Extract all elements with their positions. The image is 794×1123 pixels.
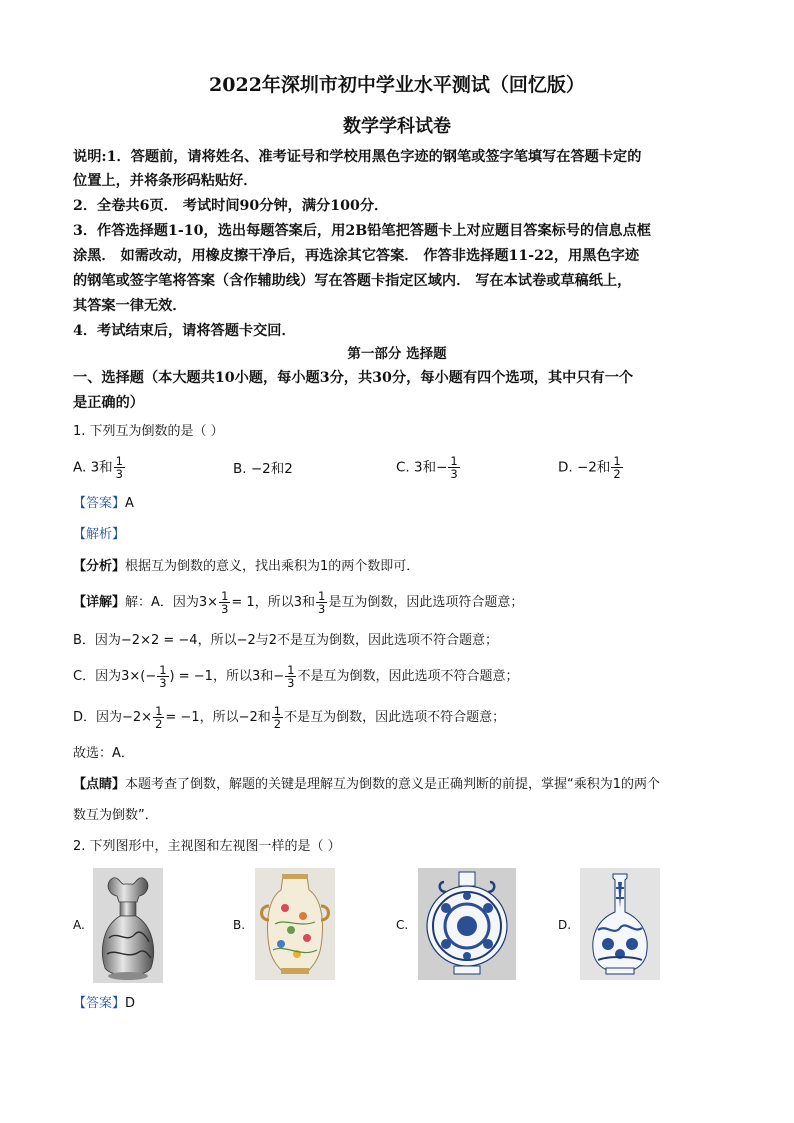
fraction bbox=[285, 664, 296, 689]
text: 是互为倒数，因此选项符合题意； bbox=[328, 595, 524, 610]
instruction-line: 的钢笔或签字笔将答案（含作辅助线）写在答题卡指定区域内． 写在本试卷或草稿纸上， bbox=[73, 273, 632, 289]
instruction-line: 其答案一律无效． bbox=[73, 298, 187, 314]
denominator: 3 bbox=[159, 676, 167, 690]
xiangjie-line-b: B．因为−2×2 = −4，所以−2与2不是互为倒数，因此选项不符合题意； bbox=[73, 633, 499, 648]
text: 不是互为倒数，因此选项不符合题意； bbox=[284, 710, 506, 725]
conclusion-line: 故选：A． bbox=[73, 746, 134, 761]
option-c bbox=[396, 455, 461, 480]
analysis-tag: 【解析】 bbox=[73, 527, 126, 542]
text: = −1，所以−2和 bbox=[165, 710, 271, 725]
vase-image-a bbox=[93, 868, 163, 983]
page-title: 2022年深圳市初中学业水平测试（回忆版） bbox=[209, 74, 585, 96]
section-heading: 是正确的） bbox=[73, 395, 144, 411]
instruction-line: 4．考试结束后，请将答题卡交回． bbox=[73, 323, 296, 339]
fraction bbox=[219, 590, 230, 615]
fenxi-text: 根据互为倒数的意义，找出乘积为1的两个数即可． bbox=[125, 559, 420, 574]
dianjing-tag: 【点睛】 bbox=[73, 777, 126, 792]
fraction bbox=[448, 455, 459, 480]
option-d bbox=[558, 455, 624, 480]
fraction bbox=[316, 590, 327, 615]
xiangjie-line-d bbox=[73, 705, 505, 730]
denominator: 3 bbox=[450, 467, 458, 481]
denominator: 3 bbox=[287, 676, 295, 690]
xiangjie-line-c bbox=[73, 664, 518, 689]
denominator: 3 bbox=[221, 602, 229, 616]
text: ) = −1，所以3和− bbox=[169, 669, 285, 684]
text: = 1，所以3和 bbox=[231, 595, 315, 610]
option-text: A. 3和 bbox=[73, 459, 113, 476]
page-subtitle: 数学学科试卷 bbox=[343, 116, 451, 137]
denominator: 3 bbox=[317, 602, 326, 616]
option-a bbox=[73, 455, 126, 480]
vase-image-b bbox=[255, 868, 335, 980]
numerator: 1 bbox=[159, 663, 167, 677]
fraction bbox=[157, 664, 168, 689]
numerator: 1 bbox=[317, 589, 326, 603]
vase-image-d bbox=[580, 868, 660, 980]
text: 不是互为倒数，因此选项不符合题意； bbox=[297, 669, 519, 684]
fraction bbox=[153, 705, 164, 730]
vase-image-c bbox=[418, 868, 516, 980]
numerator: 1 bbox=[273, 704, 282, 718]
figure-label-b: B. bbox=[233, 918, 246, 932]
numerator: 1 bbox=[613, 454, 621, 468]
denominator: 2 bbox=[155, 717, 163, 731]
option-text: C. 3和− bbox=[396, 459, 448, 476]
xiangjie-tag: 【详解】 bbox=[73, 595, 126, 610]
numerator: 1 bbox=[221, 589, 229, 603]
fenxi-line bbox=[73, 557, 419, 577]
xiangjie-line-a bbox=[73, 590, 523, 615]
answer-value: D bbox=[125, 996, 136, 1011]
option-b: B. −2和2 bbox=[233, 461, 293, 477]
figure-label-d: D. bbox=[558, 918, 572, 932]
dianjing-line: 数互为倒数”． bbox=[73, 808, 158, 823]
numerator: 1 bbox=[155, 704, 163, 718]
question-stem: 2. 下列图形中，主视图和左视图一样的是（ ） bbox=[73, 839, 341, 854]
fraction bbox=[611, 455, 622, 480]
fraction bbox=[272, 705, 283, 730]
figure-label-a: A. bbox=[73, 918, 85, 932]
answer-tag: 【答案】 bbox=[73, 996, 126, 1011]
text: 解：A．因为3× bbox=[125, 595, 219, 610]
denominator: 3 bbox=[115, 467, 123, 481]
section-heading: 一、选择题（本大题共10小题，每小题3分，共30分，每小题有四个选项，其中只有一个 bbox=[73, 370, 634, 386]
instruction-line: 说明:1．答题前，请将姓名、准考证号和学校用黑色字迹的钢笔或签字笔填写在答题卡定的 bbox=[73, 149, 642, 165]
numerator: 1 bbox=[115, 454, 123, 468]
denominator: 2 bbox=[273, 717, 282, 731]
instruction-line: 2．全卷共6页． 考试时间90分钟，满分100分． bbox=[73, 198, 389, 214]
answer-line bbox=[73, 994, 135, 1014]
numerator: 1 bbox=[287, 663, 295, 677]
fenxi-tag: 【分析】 bbox=[73, 559, 126, 574]
answer-tag: 【答案】 bbox=[73, 496, 126, 511]
instruction-line: 位置上，并将条形码粘贴好． bbox=[73, 173, 258, 189]
text: D．因为−2× bbox=[73, 710, 153, 725]
option-text: D. −2和 bbox=[558, 459, 611, 476]
instruction-line: 3．作答选择题1-10，选出每题答案后，用2B铅笔把答题卡上对应题目答案标号的信息点框 bbox=[73, 223, 651, 239]
text: C．因为3×(− bbox=[73, 669, 157, 684]
analysis-line bbox=[73, 525, 125, 545]
question-stem: 1. 下列互为倒数的是（ ） bbox=[73, 424, 224, 439]
figure-label-c: C. bbox=[396, 918, 409, 932]
part-heading: 第一部分 选择题 bbox=[347, 346, 447, 362]
dianjing-text: 本题考查了倒数，解题的关键是理解互为倒数的意义是正确判断的前提，掌握“乘积为1的两个 bbox=[125, 777, 661, 792]
answer-value: A bbox=[125, 496, 134, 511]
fraction bbox=[114, 455, 125, 480]
dianjing-line bbox=[73, 775, 660, 795]
numerator: 1 bbox=[450, 454, 458, 468]
denominator: 2 bbox=[613, 467, 621, 481]
instruction-line: 涂黑． 如需改动，用橡皮擦干净后，再选涂其它答案． 作答非选择题11-22，用黑色字迹 bbox=[73, 248, 640, 264]
answer-line bbox=[73, 494, 134, 514]
